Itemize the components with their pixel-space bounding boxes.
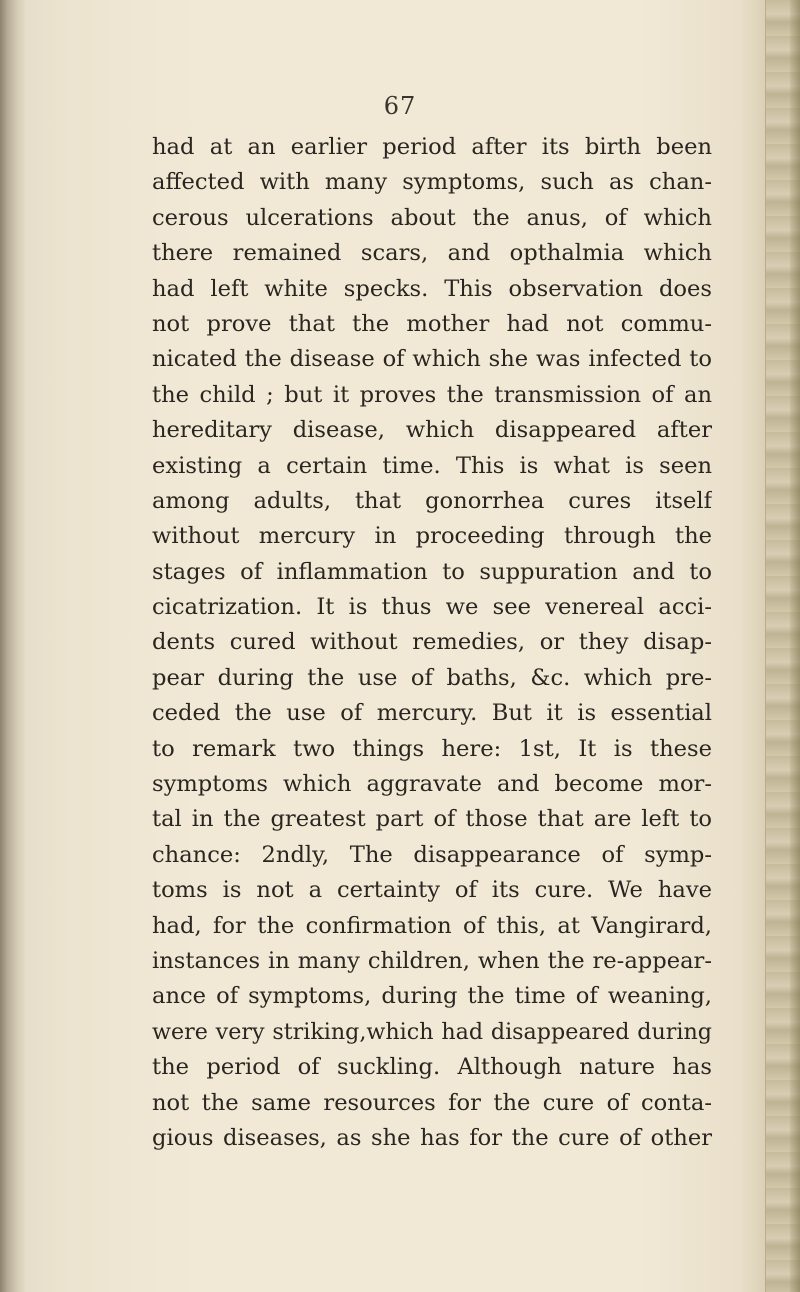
text-line: were very striking,which had disappeared during [152, 1018, 712, 1045]
page-edge [765, 0, 800, 1292]
binding-gutter [0, 0, 26, 1292]
text-line: the child ; but it proves the transmission of an [152, 381, 712, 408]
text-line: to remark two things here: 1st, It is these [152, 735, 712, 762]
text-line: cicatrization. It is thus we see venereal acci- [152, 594, 712, 621]
text-line: symptoms which aggravate and become mor- [152, 771, 712, 798]
text-line: tal in the greatest part of those that are left to [152, 806, 712, 833]
text-line: hereditary disease, which disappeared after [152, 417, 712, 444]
text-line: dents cured without remedies, or they disap- [152, 629, 712, 656]
text-line: chance: 2ndly, The disappearance of symp- [152, 841, 712, 868]
text-line: the period of suckling. Although nature has [152, 1054, 712, 1081]
text-line: pear during the use of baths, &c. which pre- [152, 664, 712, 691]
text-line: among adults, that gonorrhea cures itself [152, 487, 712, 514]
text-line: existing a certain time. This is what is seen [152, 452, 712, 479]
text-line: toms is not a certainty of its cure. We have [152, 877, 712, 904]
text-line: not the same resources for the cure of conta- [152, 1089, 712, 1116]
text-line: ance of symptoms, during the time of weaning, [152, 983, 712, 1010]
text-line: nicated the disease of which she was infected to [152, 346, 712, 373]
text-line: gious diseases, as she has for the cure of other [152, 1124, 712, 1151]
page-number: 67 [383, 92, 417, 120]
body-text [152, 130, 712, 1156]
text-line: had left white specks. This observation does [152, 275, 712, 302]
text-line: there remained scars, and opthalmia which [152, 240, 712, 267]
text-line: without mercury in proceeding through the [152, 523, 712, 550]
text-line: ceded the use of mercury. But it is essential [152, 700, 712, 727]
text-line: stages of inflammation to suppuration and to [152, 558, 712, 585]
text-line: had, for the confirmation of this, at Vangirard, [152, 912, 712, 939]
text-line: affected with many symptoms, such as chan- [152, 169, 712, 196]
text-line: not prove that the mother had not commu- [152, 310, 712, 337]
text-line: cerous ulcerations about the anus, of which [152, 204, 712, 231]
text-line: had at an earlier period after its birth been [152, 134, 712, 160]
text-line: instances in many children, when the re-appear- [152, 947, 712, 974]
